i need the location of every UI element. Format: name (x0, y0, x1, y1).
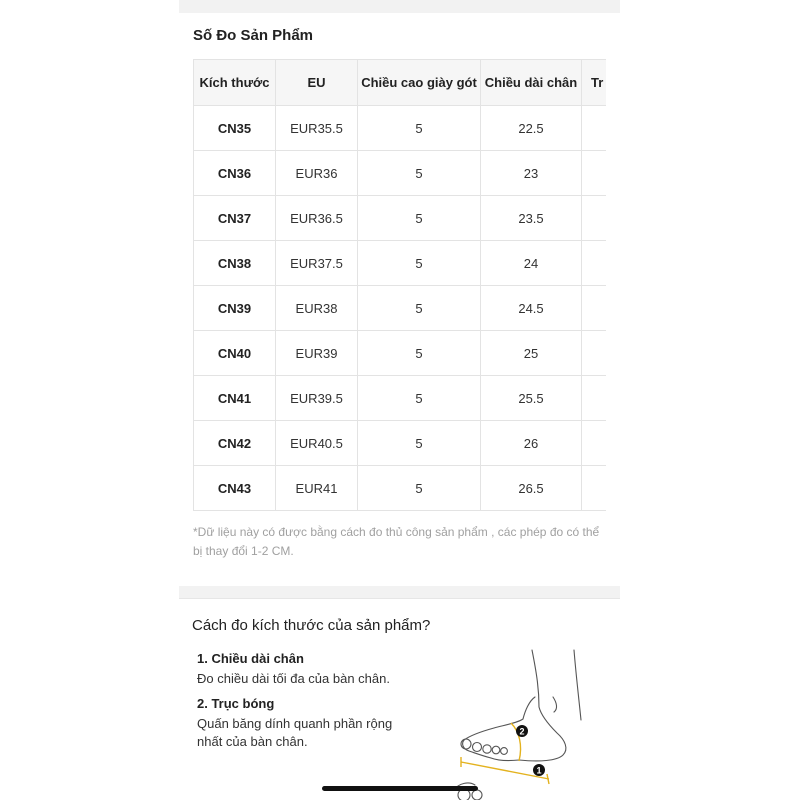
cell-heel-height: 5 (358, 106, 481, 151)
step-1-desc: Đo chiều dài tối đa của bàn chân. (197, 671, 390, 686)
header-foot-length: Chiều dài chân (481, 60, 582, 106)
home-indicator[interactable] (322, 786, 478, 791)
measurement-note: *Dữ liệu này có được bằng cách đo thủ công sản phẩm , các phép đo có thể bị thay đổi 1-2 CM. (193, 525, 600, 558)
cell-foot-length: 24.5 (481, 286, 582, 331)
table-row (194, 106, 607, 151)
cell-heel-height: 5 (358, 196, 481, 241)
table-row (194, 331, 607, 376)
cell-size: CN41 (194, 376, 276, 421)
cell-truncated (582, 421, 607, 466)
header-heel-height: Chiều cao giày gót (358, 60, 481, 106)
table-row (194, 286, 607, 331)
cell-eu: EUR38 (276, 286, 358, 331)
cell-foot-length: 24 (481, 241, 582, 286)
cell-foot-length: 26.5 (481, 466, 582, 511)
cell-eu: EUR41 (276, 466, 358, 511)
table-header-row (194, 60, 607, 106)
cell-heel-height: 5 (358, 376, 481, 421)
cell-heel-height: 5 (358, 151, 481, 196)
marker-1-icon (533, 764, 545, 776)
cell-eu: EUR37.5 (276, 241, 358, 286)
cell-truncated (582, 466, 607, 511)
section-title: Số Đo Sản Phẩm (193, 27, 314, 44)
cell-truncated (582, 376, 607, 421)
cell-size: CN42 (194, 421, 276, 466)
cell-size: CN36 (194, 151, 276, 196)
cell-truncated (582, 106, 607, 151)
cell-foot-length: 23.5 (481, 196, 582, 241)
howto-title: Cách đo kích thước của sản phẩm? (192, 617, 431, 634)
length-measure-tick-right (547, 774, 549, 784)
marker-2-icon (516, 725, 528, 737)
cell-size: CN38 (194, 241, 276, 286)
cell-truncated (582, 331, 607, 376)
cell-truncated (582, 151, 607, 196)
table-row (194, 196, 607, 241)
cell-eu: EUR39 (276, 331, 358, 376)
section-divider-top (179, 0, 620, 13)
cell-eu: EUR36 (276, 151, 358, 196)
header-size: Kích thước (194, 60, 276, 106)
cell-heel-height: 5 (358, 466, 481, 511)
cell-truncated (582, 241, 607, 286)
cell-foot-length: 22.5 (481, 106, 582, 151)
foot-measurement-diagram (439, 645, 619, 800)
cell-size: CN39 (194, 286, 276, 331)
cell-truncated (582, 286, 607, 331)
cell-foot-length: 25.5 (481, 376, 582, 421)
cell-size: CN43 (194, 466, 276, 511)
table-row (194, 376, 607, 421)
foot-outline-icon (454, 650, 581, 800)
cell-foot-length: 25 (481, 331, 582, 376)
cell-eu: EUR35.5 (276, 106, 358, 151)
marker-2-label: 2 (519, 726, 525, 737)
step-2-title: 2. Trục bóng (197, 696, 275, 711)
size-chart-panel (179, 0, 620, 800)
cell-size: CN37 (194, 196, 276, 241)
header-eu: EU (276, 60, 358, 106)
cell-heel-height: 5 (358, 286, 481, 331)
size-table (193, 59, 606, 511)
cell-size: CN35 (194, 106, 276, 151)
cell-foot-length: 26 (481, 421, 582, 466)
cell-eu: EUR39.5 (276, 376, 358, 421)
section-divider (179, 586, 620, 599)
cell-eu: EUR40.5 (276, 421, 358, 466)
step-2-desc: Quấn băng dính quanh phần rộng nhất của bàn chân. (197, 716, 393, 749)
size-table-scroll[interactable] (193, 59, 606, 511)
cell-size: CN40 (194, 331, 276, 376)
table-row (194, 466, 607, 511)
cell-eu: EUR36.5 (276, 196, 358, 241)
table-row (194, 241, 607, 286)
header-truncated: Tr (582, 60, 607, 106)
step-1-title: 1. Chiều dài chân (197, 651, 304, 666)
cell-foot-length: 23 (481, 151, 582, 196)
cell-heel-height: 5 (358, 331, 481, 376)
table-row (194, 421, 607, 466)
marker-1-label: 1 (536, 765, 542, 776)
cell-heel-height: 5 (358, 241, 481, 286)
table-body (194, 106, 607, 511)
cell-heel-height: 5 (358, 421, 481, 466)
table-row (194, 151, 607, 196)
cell-truncated (582, 196, 607, 241)
